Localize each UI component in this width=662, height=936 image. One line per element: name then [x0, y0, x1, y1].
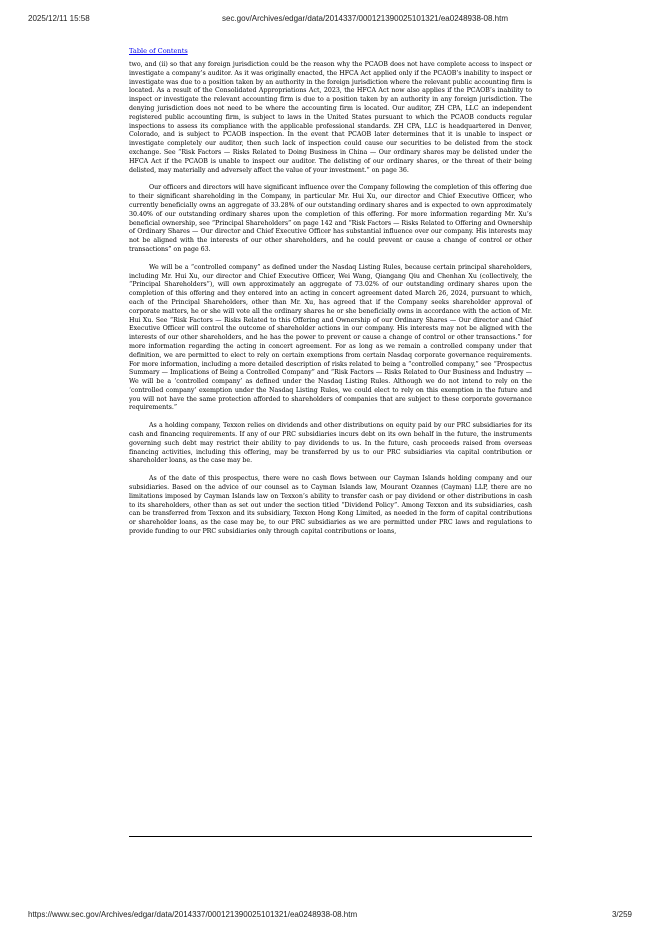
print-page-url: sec.gov/Archives/edgar/data/2014337/000121390025101321/ea0248938-08.htm [222, 14, 509, 23]
document-body [129, 38, 532, 546]
print-datetime: 2025/12/11 15:58 [28, 14, 90, 23]
paragraph-holding-company: As a holding company, Texxon relies on dividends and other distributions on equity paid by our PRC subsidiaries for its cash and financing requirements. If any of our PRC subsidiaries incurs debt on its own behalf in the future, the instruments governing such debt may restrict their ability to pay dividends to us. In the future, cash proceeds raised from overseas financing activities, including this offering, may be transferred by us to our PRC subsidiaries via capital contribution or shareholder loans, as the case may be. [129, 422, 532, 465]
paragraph-cash-flows: As of the date of this prospectus, there were no cash flows between our Cayman Islands holding company and our subsidiaries. Based on the advice of our counsel as to Cayman Islands law, Mourant Ozannes (Cayman) LLP, there are no limitations imposed by Cayman Islands law on Texxon’s ability to transfer cash or pay dividend or other distributions in cash to its shareholders, other than as set out under the section titled “Dividend Policy”. Among Texxon and its subsidiaries, cash can be transferred from Texxon and its subsidiary, Texxon Hong Kong Limited, as needed in the form of capital contributions or shareholder loans, as the case may be, to our PRC subsidiaries as we are permitted under PRC laws and regulations to provide funding to our PRC subsidiaries only through capital contributions or loans, [129, 475, 532, 536]
paragraph-officers-influence: Our officers and directors will have significant influence over the Company following the completion of this offering due to their significant shareholding in the Company, in particular Mr. Hui Xu, our director and Chief Executive Officer, who currently beneficially owns an aggregate of 33.28% of our outstanding ordinary shares and is expected to own approximately 30.40% of our outstanding ordinary shares upon the completion of this offering. For more information regarding Mr. Xu’s beneficial ownership, see “Principal Shareholders” on page 142 and “Risk Factors — Risks Related to Offering and Ownership of Ordinary Shares — Our director and Chief Executive Officer has substantial influence over our company. His interests may not be aligned with the interests of our other shareholders, and he could prevent or cause a change of control or other transactions” on page 63. [129, 184, 532, 253]
table-of-contents-link[interactable]: Table of Contents [129, 47, 188, 55]
browser-print-footer [0, 910, 662, 922]
paragraph-hfca-act: two, and (ii) so that any foreign jurisdiction could be the reason why the PCAOB does not have complete access to inspect or investigate a company’s auditor. As it was originally enacted, the HFCA Act applied only if the PCAOB’s inability to inspect or investigate was due to a position taken by an authority in the foreign jurisdiction where the relevant public accounting firm is located. As a result of the Consolidated Appropriations Act, 2023, the HFCA Act now also applies if the PCAOB’s inability to inspect or investigate the relevant accounting firm is due to a position taken by an authority in any foreign jurisdiction. The denying jurisdiction does not need to be where the accounting firm is located. Our auditor, ZH CPA, LLC an independent registered public accounting firm, is subject to laws in the United States pursuant to which the PCAOB conducts regular inspections to assess its compliance with the applicable professional standards. ZH CPA, LLC is headquartered in Denver, Colorado, and is subject to PCAOB inspection. In the event that PCAOB later determines that it is unable to inspect or investigate completely our auditor, then such lack of inspection could cause our securities to be delisted from the stock exchange. See “Risk Factors — Risks Related to Doing Business in China — Our ordinary shares may be delisted under the HFCA Act if the PCAOB is unable to inspect our auditor. The delisting of our ordinary shares, or the threat of their being delisted, may materially and adversely affect the value of your investment.” on page 36. [129, 61, 532, 174]
print-full-url: https://www.sec.gov/Archives/edgar/data/2014337/000121390025101321/ea0248938-08.htm [28, 910, 358, 919]
paragraph-controlled-company: We will be a “controlled company” as defined under the Nasdaq Listing Rules, because certain principal shareholders, including Mr. Hui Xu, our director and Chief Executive Officer, Wei Wang, Qiangang Qiu and Chenhan Xu (collectively, the “Principal Shareholders”), will own approximately an aggregate of 73.02% of our outstanding ordinary shares upon the completion of this offering and they entered into an acting in concert agreement dated March 26, 2024, pursuant to which, each of the Principal Shareholders, other than Mr. Xu, has agreed that if the Company seeks shareholder approval of corporate matters, he or she will vote all the ordinary shares he or she beneficially owns in accordance with the action of Mr. Hui Xu. See “Risk Factors — Risks Related to this Offering and Ownership of our Ordinary Shares — Our director and Chief Executive Officer will control the outcome of shareholder actions in our company. His interests may not be aligned with the interests of our other shareholders, and he has the power to prevent or cause a change of control or other transactions.” for more information regarding the acting in concert agreement. For as long as we remain a controlled company under that definition, we are permitted to elect to rely on certain exemptions from certain Nasdaq corporate governance requirements. For more information, including a more detailed description of risks related to being a “controlled company,” see “Prospectus Summary — Implications of Being a Controlled Company” and “Risk Factors — Risks Related to Our Business and Industry — We will be a ‘controlled company’ as defined under the Nasdaq Listing Rules. Although we do not intend to rely on the ‘controlled company’ exemption under the Nasdaq Listing Rules, we could elect to rely on this exemption in the future and you will not have the same protection afforded to shareholders of companies that are subject to these corporate governance requirements.” [129, 263, 532, 412]
page-divider [129, 836, 532, 837]
browser-print-header [0, 14, 662, 26]
print-page-number: 3/259 [611, 910, 632, 919]
